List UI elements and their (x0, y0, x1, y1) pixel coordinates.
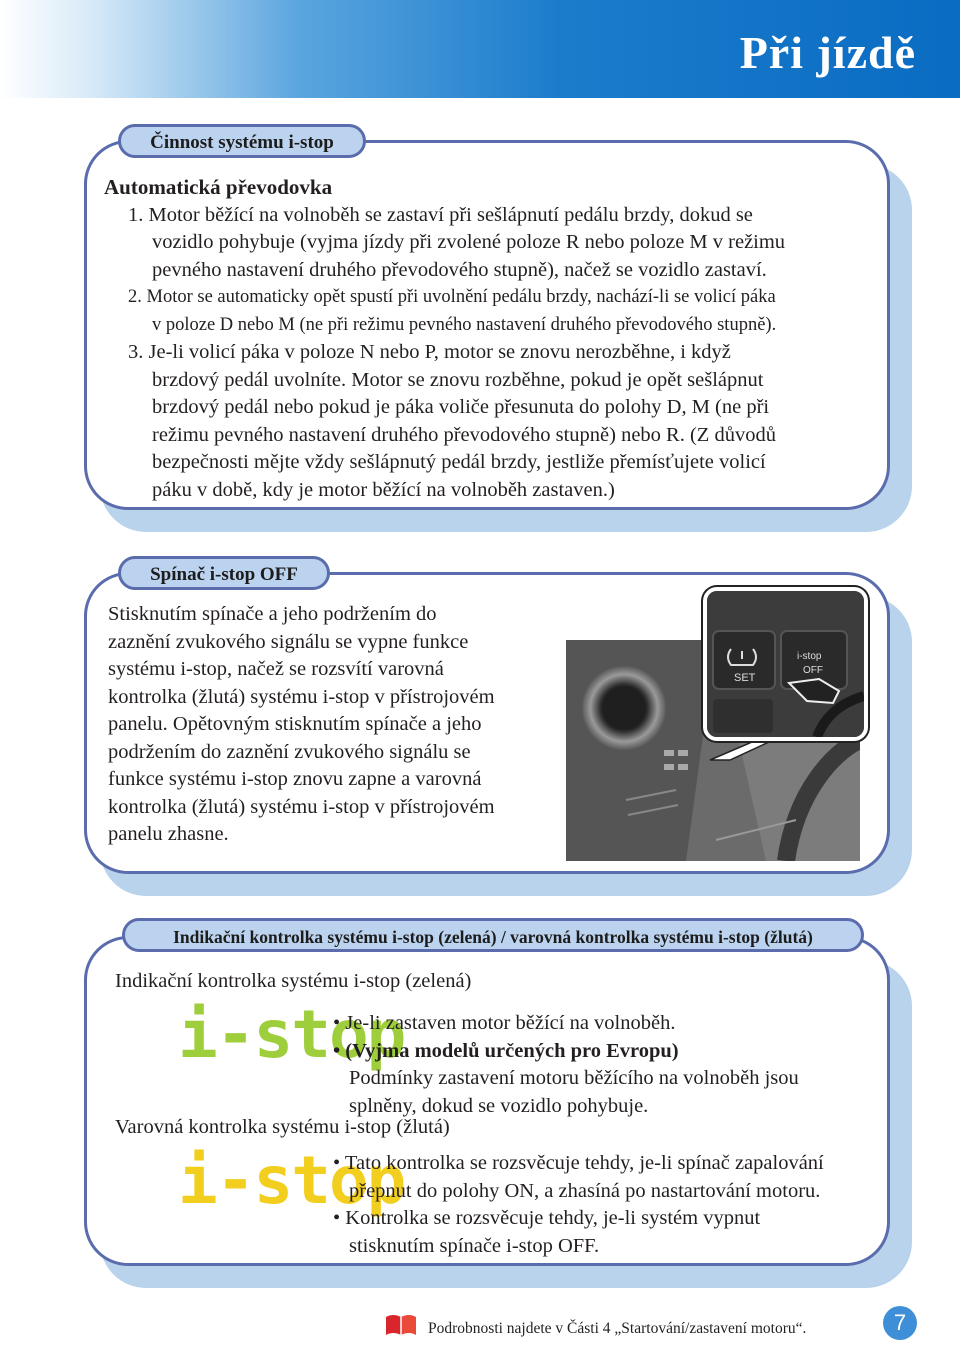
item1-line3: pevného nastavení druhého převodového stupně), načež se vozidlo zastaví. (152, 258, 767, 281)
item1-line2: vozidlo pohybuje (vyjma jízdy při zvolené poloze R nebo poloze M v režimu (152, 231, 786, 253)
item3-line1: 3. Je-li volicí páka v poloze N nebo P, motor se znovu nerozběhne, i když (128, 341, 731, 363)
item2-line1: 2. Motor se automaticky opět spustí při uvolnění pedálu brzdy, nachází-li se volicí páka (128, 287, 776, 307)
item2-line2: v poloze D nebo M (ne při režimu pevného nastavení druhého převodového stupně). (152, 314, 777, 335)
s2-line2: zaznění zvukového signálu se vypne funkce (108, 630, 469, 653)
section-tab-istop-indicators: Indikační kontrolka systému i-stop (zelená) / varovná kontrolka systému i-stop (žlutá) (122, 918, 864, 952)
yellow-bullet-2: • Kontrolka se rozsvěcuje tehdy, je-li systém vypnut (333, 1207, 761, 1229)
s2-line9: panelu zhasne. (108, 823, 229, 845)
s2-line7: funkce systému i-stop znovu zapne a varovná (108, 768, 482, 790)
item3-line2: brzdový pedál uvolníte. Motor se znovu rozběhne, pokud je opět sešlápnut (152, 368, 764, 391)
green-istop-indicator-icon: i-stop (178, 996, 405, 1073)
page-number: 7 (883, 1306, 917, 1340)
s2-line3: systému i-stop, načež se rozsvítí varovná (108, 658, 444, 680)
item3-line4: režimu pevného nastavení druhého převodového stupně) nebo R. (Z důvodů (152, 423, 776, 446)
yellow-bullets (333, 1150, 893, 1260)
green-bullets (333, 1010, 893, 1120)
yellow-bullet-1: • Tato kontrolka se rozsvěcuje tehdy, je-li spínač zapalování (333, 1152, 824, 1174)
green-bullet-2-line2: splněny, dokud se vozidlo pohybuje. (349, 1094, 649, 1117)
set-button-label: SET (734, 672, 756, 684)
s2-line5: panelu. Opětovným stisknutím spínače a jeho (108, 713, 482, 735)
item1-line1: 1. Motor běžící na volnoběh se zastaví při sešlápnutí pedálu brzdy, dokud se (128, 203, 753, 226)
yellow-indicator-heading: Varovná kontrolka systému i-stop (žlutá) (115, 1116, 450, 1138)
green-bullet-2-line1: Podmínky zastavení motoru běžícího na volnoběh jsou (349, 1067, 799, 1089)
item3-line3: brzdový pedál nebo pokud je páka voliče přesunuta do polohy D, M (ne při (152, 396, 770, 418)
s2-line8: kontrolka (žlutá) systému i-stop v přístrojovém (108, 795, 495, 818)
header-bar (0, 0, 960, 98)
section-tab-istop-operation: Činnost systému i-stop (118, 124, 366, 158)
green-bullet-2: • (Vyjma modelů určených pro Evropu) (333, 1039, 679, 1062)
section1-text (104, 174, 894, 504)
section2-text (108, 601, 558, 849)
item3-line5: bezpečnosti mějte vždy sešlápnutý pedál brzdy, jestliže přemísťujete volicí (152, 451, 766, 473)
yellow-istop-indicator-icon: i-stop (178, 1142, 405, 1219)
green-indicator-heading: Indikační kontrolka systému i-stop (zelená) (115, 970, 472, 992)
istop-button-label: i-stop (797, 651, 822, 662)
yellow-bullet-1-cont: přepnut do polohy ON, a zhasíná po nastartování motoru. (349, 1179, 821, 1202)
off-button-label: OFF (803, 665, 823, 676)
s2-line4: kontrolka (žlutá) systému i-stop v přístrojovém (108, 685, 495, 708)
switch-closeup-illustration (707, 591, 864, 737)
section-tab-istop-off-switch: Spínač i-stop OFF (118, 556, 330, 590)
s2-line1: Stisknutím spínače a jeho podržením do (108, 603, 437, 625)
istop-off-switch-closeup (703, 587, 868, 741)
book-icon (384, 1313, 418, 1337)
item3-line6: páku v době, kdy je motor běžící na volnoběh zastaven.) (152, 478, 615, 501)
page-title: Při jízdě (739, 27, 916, 78)
yellow-bullet-2-cont: stisknutím spínače i-stop OFF. (349, 1234, 600, 1257)
footer-reference-note: Podrobnosti najdete v Části 4 „Startování/zastavení motoru“. (428, 1320, 807, 1337)
automatic-transmission-heading: Automatická převodovka (104, 175, 333, 199)
s2-line6: podržením do zaznění zvukového signálu se (108, 740, 471, 763)
green-bullet-1: • Je-li zastaven motor běžící na volnoběh. (333, 1012, 676, 1034)
